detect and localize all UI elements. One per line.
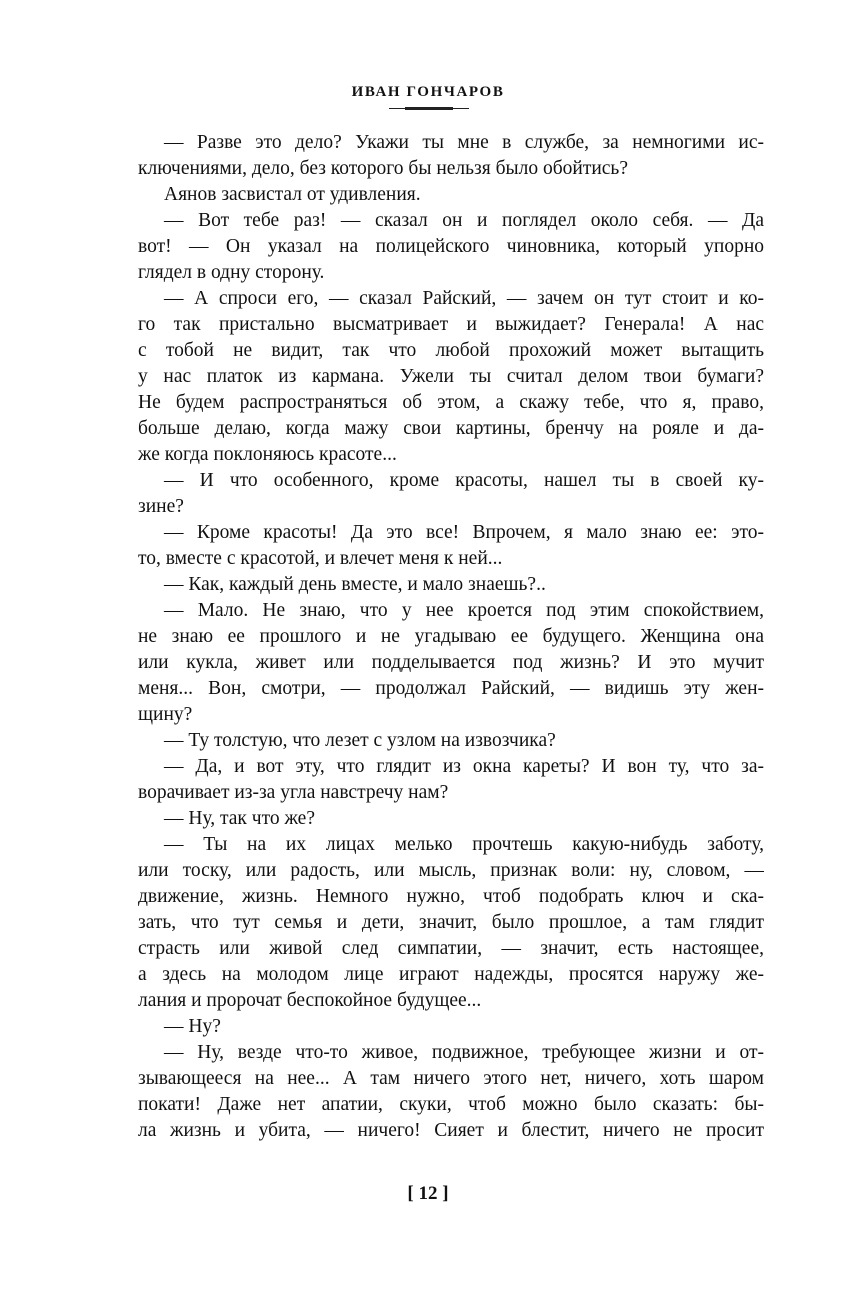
text-line: с тобой не видит, так что любой прохожий может вытащить: [138, 340, 764, 361]
text-line: глядел в одну сторону.: [138, 262, 325, 283]
text-line: — Ну, так что же?: [164, 808, 315, 829]
text-line: — Кроме красоты! Да это все! Впрочем, я мало знаю ее: это-: [164, 522, 764, 543]
text-line: у нас платок из кармана. Ужели ты считал делом твои бумаги?: [138, 366, 764, 387]
text-line: ключениями, дело, без которого бы нельзя было обойтись?: [138, 158, 628, 179]
text-line: меня... Вон, смотри, — продолжал Райский, — видишь эту жен-: [138, 678, 764, 699]
text-line: то, вместе с красотой, и влечет меня к ней...: [138, 548, 503, 569]
text-line: страсть или живой след симпатии, — значит, есть настоящее,: [138, 938, 764, 959]
text-line: вот! — Он указал на полицейского чиновника, который упорно: [138, 236, 764, 257]
text-line: движение, жизнь. Немного нужно, чтоб подобрать ключ и ска-: [138, 886, 764, 907]
text-line: же когда поклоняюсь красоте...: [138, 444, 397, 465]
header-rule-divider: [389, 108, 469, 109]
text-line: — И что особенного, кроме красоты, нашел ты в своей ку-: [164, 470, 764, 491]
text-body: [138, 130, 764, 1144]
text-line: или тоску, или радость, или мысль, признак воли: ну, словом, —: [138, 860, 764, 881]
text-line: го так пристально высматривает и выжидает? Генерала! А нас: [138, 314, 764, 335]
text-line: больше делаю, когда мажу свои картины, бренчу на рояле и да-: [138, 418, 764, 439]
text-line: щину?: [138, 704, 193, 725]
text-line: лания и пророчат беспокойное будущее...: [138, 990, 482, 1011]
text-line: — А спроси его, — сказал Райский, — зачем он тут стоит и ко-: [164, 288, 764, 309]
text-line: или кукла, живет или подделывается под жизнь? И это мучит: [138, 652, 764, 673]
text-line: ла жизнь и убита, — ничего! Сияет и блестит, ничего не просит: [138, 1120, 764, 1141]
text-line: Аянов засвистал от удивления.: [164, 184, 421, 205]
text-line: покати! Даже нет апатии, скуки, чтоб можно было сказать: бы-: [138, 1094, 764, 1115]
page-number: [ 12 ]: [407, 1183, 449, 1204]
text-line: а здесь на молодом лице играют надежды, просятся наружу же-: [138, 964, 764, 985]
text-line: зине?: [138, 496, 184, 517]
text-line: зать, что тут семья и дети, значит, было прошлое, а там глядит: [138, 912, 764, 933]
text-line: Не будем распространяться об этом, а скажу тебе, что я, право,: [138, 392, 764, 413]
text-line: — Вот тебе раз! — сказал он и поглядел около себя. — Да: [164, 210, 764, 231]
text-line: — Мало. Не знаю, что у нее кроется под этим спокойствием,: [164, 600, 764, 621]
text-line: — Разве это дело? Укажи ты мне в службе, за немногими ис-: [164, 132, 764, 153]
text-line: — Как, каждый день вместе, и мало знаешь?..: [164, 574, 546, 595]
text-line: — Да, и вот эту, что глядит из окна кареты? И вон ту, что за-: [164, 756, 764, 777]
text-line: — Ту толстую, что лезет с узлом на извозчика?: [164, 730, 556, 751]
author-name: ИВАН ГОНЧАРОВ: [351, 84, 505, 100]
text-line: — Ну, везде что-то живое, подвижное, требующее жизни и от-: [164, 1042, 764, 1063]
text-line: — Ну?: [164, 1016, 221, 1037]
text-line: — Ты на их лицах мелько прочтешь какую-нибудь заботу,: [164, 834, 764, 855]
text-line: не знаю ее прошлого и не угадываю ее будущего. Женщина она: [138, 626, 764, 647]
text-line: ворачивает из-за угла навстречу нам?: [138, 782, 449, 803]
text-line: зывающееся на нее... А там ничего этого нет, ничего, хоть шаром: [138, 1068, 764, 1089]
running-head: [0, 82, 856, 102]
